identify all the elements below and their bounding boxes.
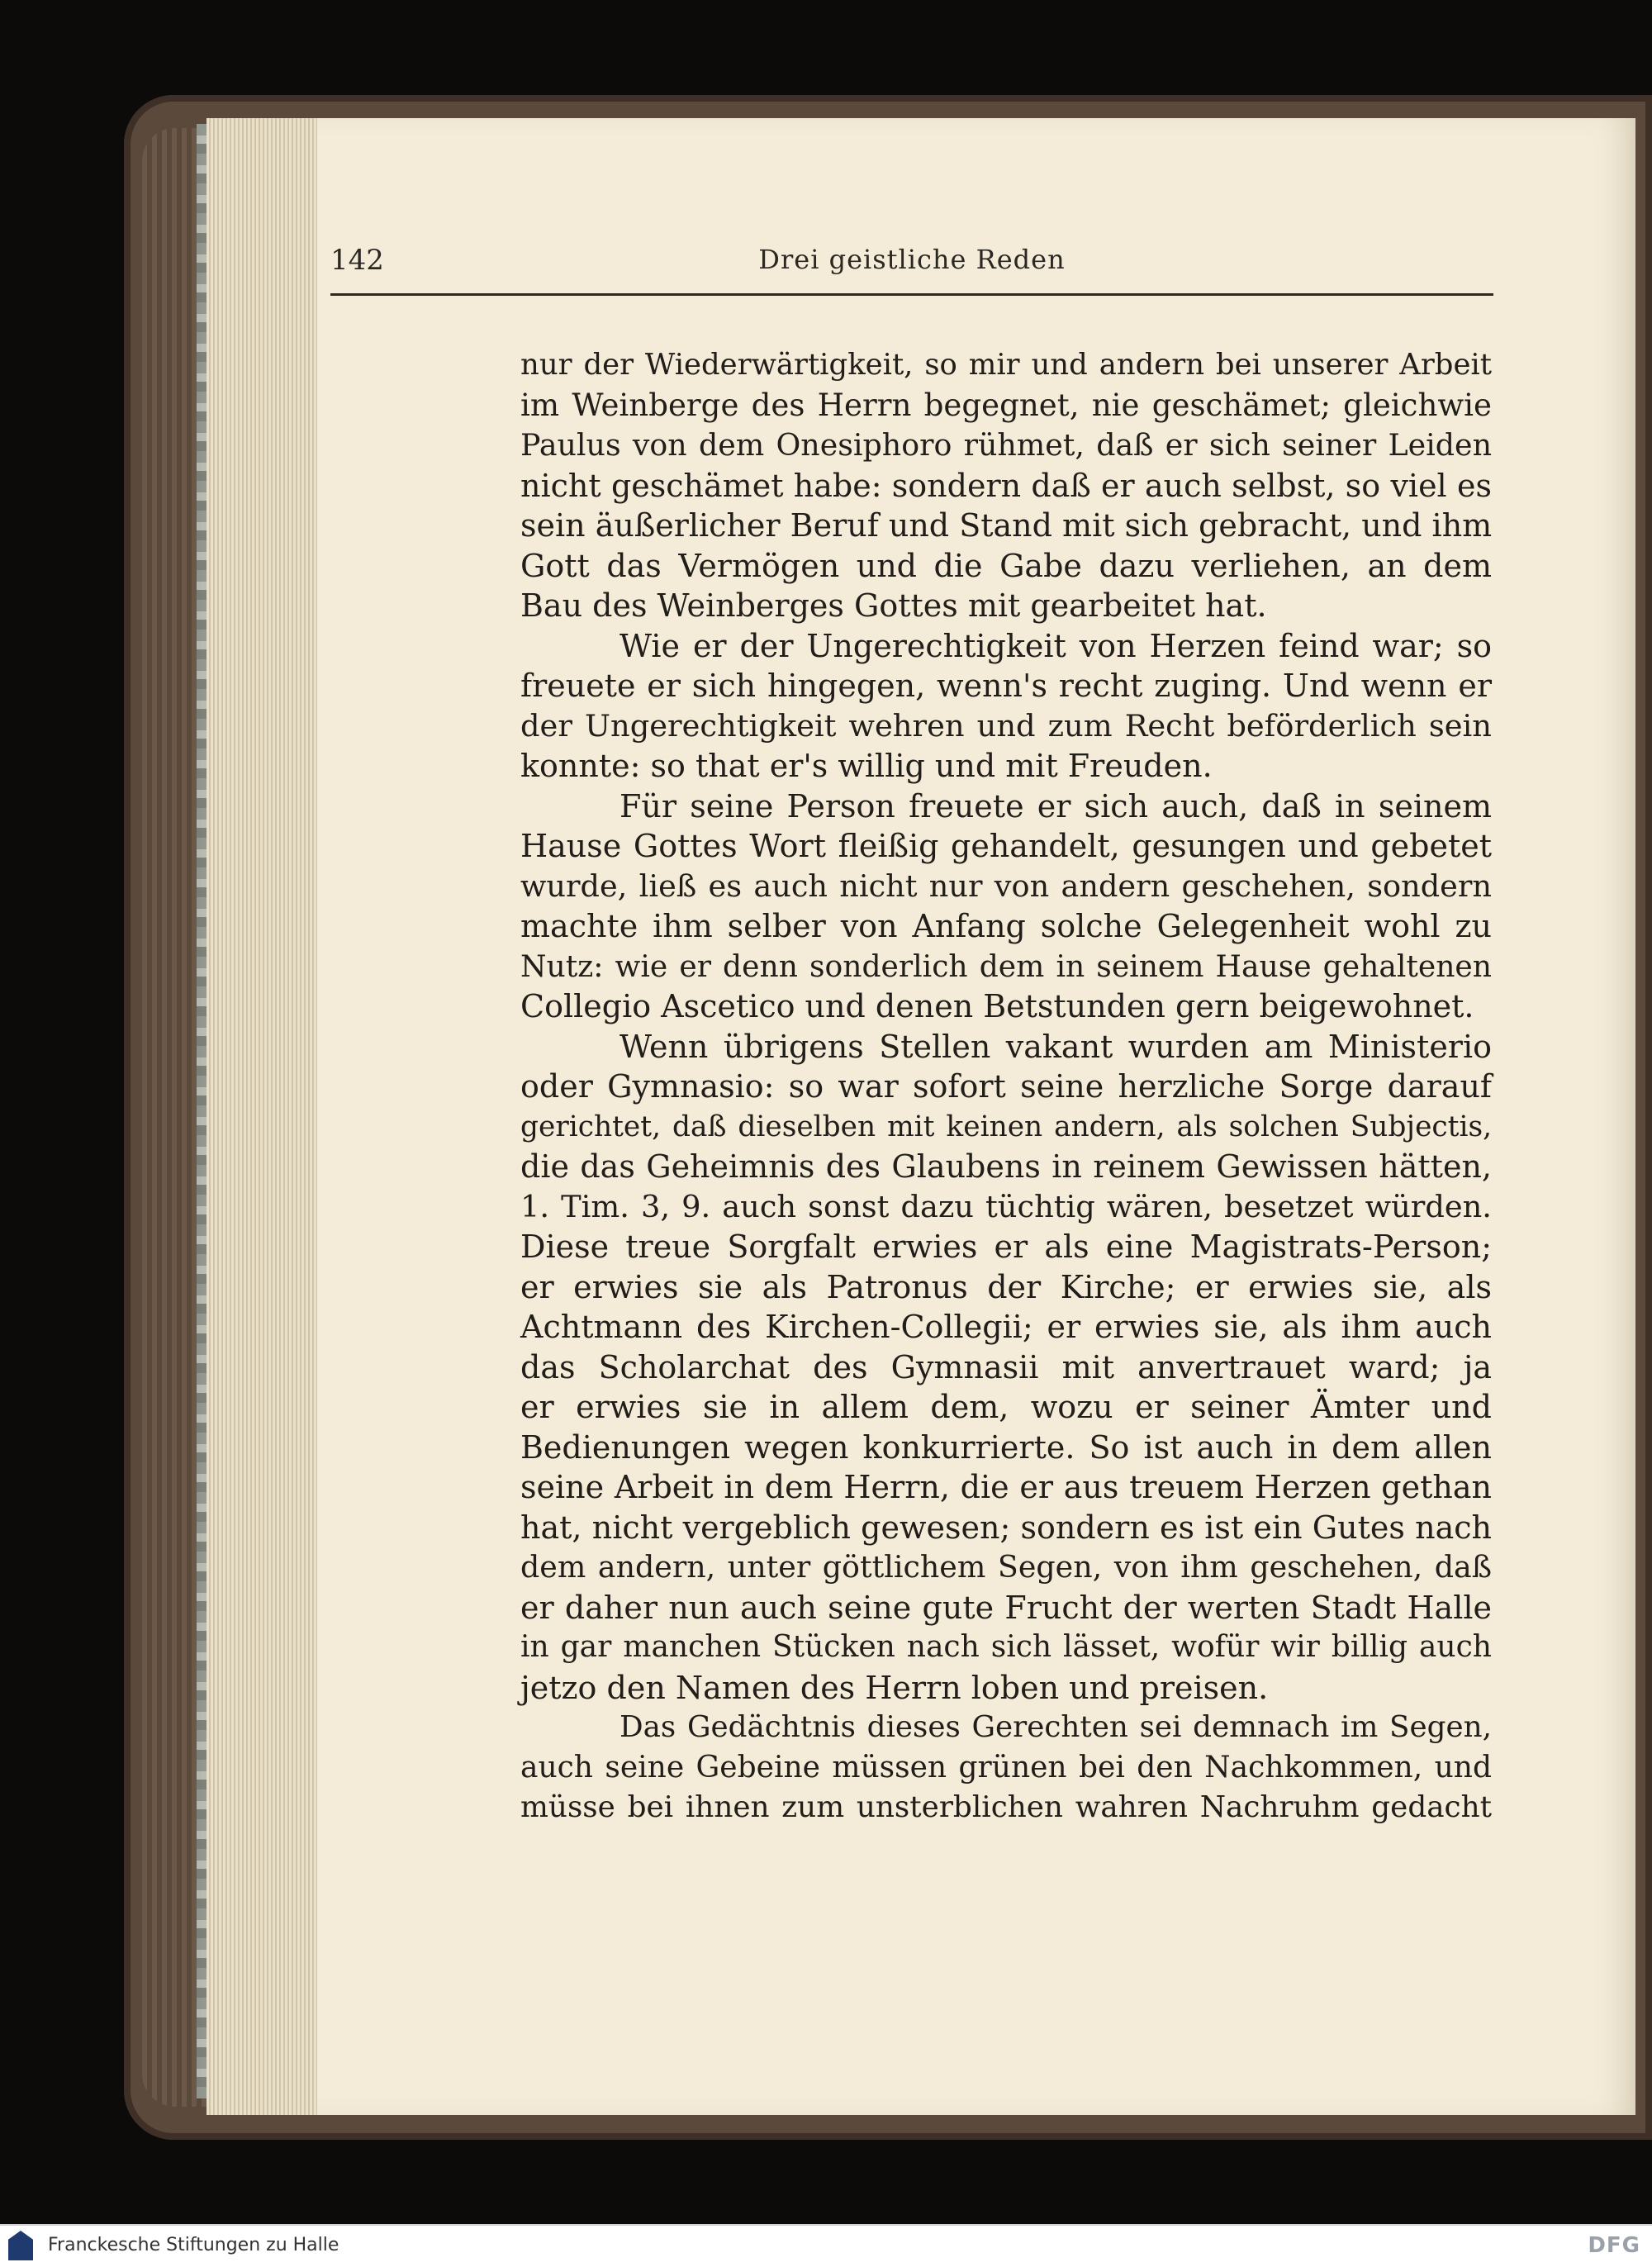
text-line: oder Gymnasio: so war sofort seine herzliche Sorge darauf xyxy=(520,1068,1492,1105)
text-line: wurde, ließ es auch nicht nur von andern geschehen, sondern xyxy=(520,867,1492,904)
text-line: er daher nun auch seine gute Frucht der werten Stadt Halle xyxy=(520,1589,1492,1626)
text-line: nicht geschämet habe: sondern daß er auch selbst, so viel es xyxy=(520,467,1492,504)
text-line: Für seine Person freuete er sich auch, daß in seinem xyxy=(620,787,1492,825)
text-line: im Weinberge des Herrn begegnet, nie geschämet; gleichwie xyxy=(520,387,1492,423)
text-line: 1. Tim. 3, 9. auch sonst dazu tüchtig wären, besetzet würden. xyxy=(520,1188,1492,1224)
text-line: dem andern, unter göttlichem Segen, von ihm geschehen, daß xyxy=(520,1549,1492,1585)
dfg-badge: DFG xyxy=(1588,2233,1640,2258)
text-line: der Ungerechtigkeit wehren und zum Recht beförderlich sein xyxy=(520,707,1492,744)
text-line: die das Geheimnis des Glaubens in reinem Gewissen hätten, xyxy=(520,1148,1492,1185)
page-leaves xyxy=(206,118,317,2115)
text-line: Das Gedächtnis dieses Gerechten sei demnach im Segen, xyxy=(620,1710,1492,1744)
viewer-footer xyxy=(0,2224,1652,2267)
text-line: Nutz: wie er denn sonderlich dem in seinem Hause gehaltenen xyxy=(520,948,1492,984)
text-line: Achtmann des Kirchen-Collegii; er erwies sie, als ihm auch xyxy=(520,1309,1492,1345)
text-line: Hause Gottes Wort fleißig gehandelt, gesungen und gebetet xyxy=(520,828,1492,864)
text-line: Diese treue Sorgfalt erwies er als eine Magistrats-Person; xyxy=(520,1229,1492,1265)
text-line: jetzo den Namen des Herrn loben und preisen. xyxy=(520,1669,1269,1706)
text-line: machte ihm selber von Anfang solche Gelegenheit wohl zu xyxy=(520,908,1492,944)
body-text xyxy=(520,345,1492,1828)
text-line: er erwies sie in allem dem, wozu er seiner Ämter und xyxy=(520,1389,1492,1425)
text-line: in gar manchen Stücken nach sich lässet, wofür wir billig auch xyxy=(520,1630,1492,1664)
text-line: Collegio Ascetico und denen Betstunden gern beigewohnet. xyxy=(520,988,1474,1024)
text-line: Gott das Vermögen und die Gabe dazu verliehen, an dem xyxy=(520,547,1492,584)
text-line: hat, nicht vergeblich gewesen; sondern es ist ein Gutes nach xyxy=(520,1509,1492,1546)
text-line: gerichtet, daß dieselben mit keinen andern, als solchen Subjectis, xyxy=(520,1110,1492,1143)
institution-name: Franckesche Stiftungen zu Halle xyxy=(48,2235,339,2255)
franckesche-logo-icon xyxy=(8,2231,33,2260)
text-line: auch seine Gebeine müssen grünen bei den Nachkommen, und xyxy=(520,1750,1492,1785)
page-header xyxy=(330,244,1493,296)
text-line: seine Arbeit in dem Herrn, die er aus treuem Herzen gethan xyxy=(520,1469,1492,1505)
text-line: Wenn übrigens Stellen vakant wurden am Ministerio xyxy=(620,1028,1492,1065)
page-number: 142 xyxy=(330,244,384,277)
text-line: Bau des Weinberges Gottes mit gearbeitet hat. xyxy=(520,587,1267,624)
text-line: nur der Wiederwärtigkeit, so mir und andern bei unserer Arbeit xyxy=(520,348,1492,382)
text-line: sein äußerlicher Beruf und Stand mit sich gebracht, und ihm xyxy=(520,507,1493,544)
text-line: müsse bei ihnen zum unsterblichen wahren Nachruhm gedacht xyxy=(520,1790,1492,1824)
text-line: das Scholarchat des Gymnasii mit anvertrauet ward; ja xyxy=(520,1348,1492,1385)
text-line: Paulus von dem Onesiphoro rühmet, daß er sich seiner Leiden xyxy=(520,427,1492,463)
text-line: konnte: so that er's willig und mit Freuden. xyxy=(520,748,1213,784)
text-line: freuete er sich hingegen, wenn's recht zuging. Und wenn er xyxy=(520,668,1492,704)
text-line: Bedienungen wegen konkurrierte. So ist auch in dem allen xyxy=(520,1428,1492,1466)
running-title: Drei geistliche Reden xyxy=(758,244,1066,275)
text-line: er erwies sie als Patronus der Kirche; er erwies sie, als xyxy=(520,1268,1492,1305)
text-line: Wie er der Ungerechtigkeit von Herzen feind war; so xyxy=(620,627,1492,664)
